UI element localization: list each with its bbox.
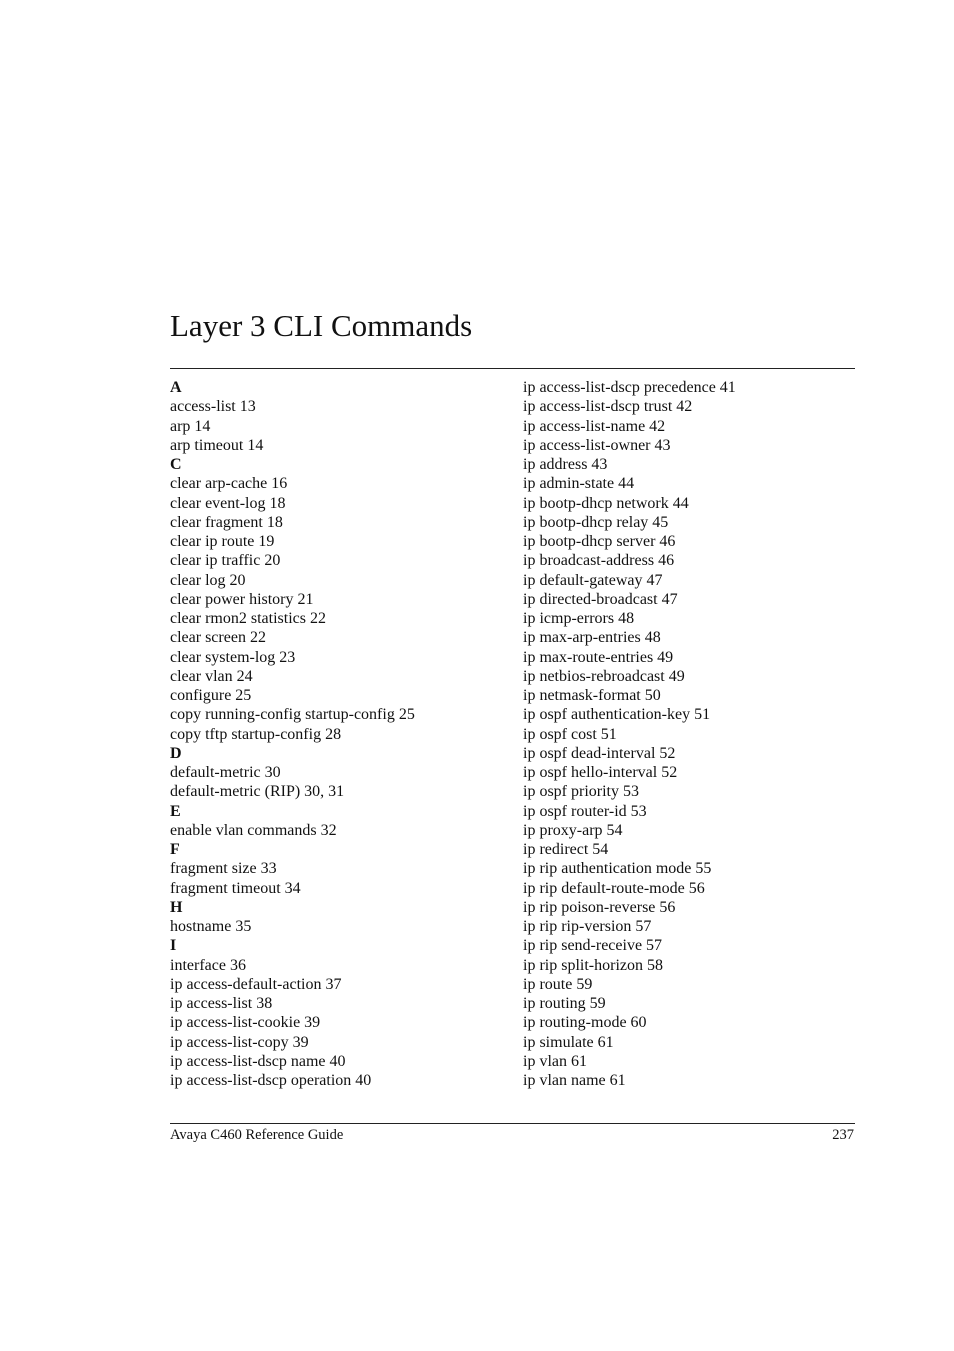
index-entry: ip access-list-dscp trust 42: [523, 398, 693, 416]
index-entry: ip rip poison-reverse 56: [523, 898, 676, 916]
index-entry: clear ip traffic 20: [170, 552, 281, 570]
footer-page-number: 237: [832, 1127, 854, 1143]
index-entry: ip max-arp-entries 48: [523, 629, 661, 647]
index-entry: copy tftp startup-config 28: [170, 725, 342, 743]
index-entry: clear system-log 23: [170, 648, 296, 666]
index-letter-heading: H: [170, 898, 183, 916]
footer-rule: [170, 1123, 855, 1124]
index-entry: ip admin-state 44: [523, 475, 635, 493]
index-entry: ip access-list 38: [170, 995, 273, 1012]
index-entry: ip route 59: [523, 975, 593, 993]
index-entry: ip ospf hello-interval 52: [523, 764, 678, 781]
index-entry: ip rip default-route-mode 56: [523, 879, 705, 897]
index-entry: interface 36: [170, 956, 246, 974]
index-entry: ip rip send-receive 57: [523, 937, 663, 955]
index-entry: clear rmon2 statistics 22: [170, 610, 326, 627]
index-entry: ip netbios-rebroadcast 49: [523, 667, 685, 685]
index-entry: ip broadcast-address 46: [523, 552, 675, 570]
index-entry: ip bootp-dhcp server 46: [523, 533, 676, 550]
index-entry: ip proxy-arp 54: [523, 821, 623, 839]
index-entry: ip directed-broadcast 47: [523, 590, 678, 608]
index-entry: ip routing 59: [523, 995, 606, 1012]
index-entry: ip rip authentication mode 55: [523, 860, 712, 878]
header-rule: [170, 368, 855, 369]
index-entry: ip default-gateway 47: [523, 571, 663, 589]
index-letter-heading: D: [170, 744, 182, 762]
index-entry: ip bootp-dhcp relay 45: [523, 513, 669, 531]
index-letter-heading: I: [170, 937, 177, 955]
index-entry: clear vlan 24: [170, 667, 253, 685]
index-entry: clear arp-cache 16: [170, 475, 288, 493]
index-entry: ip redirect 54: [523, 841, 609, 858]
index-entry: ip access-list-copy 39: [170, 1033, 309, 1051]
index-entry: ip ospf priority 53: [523, 783, 639, 801]
index-entry: ip ospf cost 51: [523, 725, 617, 743]
index-entry: ip max-route-entries 49: [523, 648, 674, 666]
index-entry: default-metric (RIP) 30, 31: [170, 783, 345, 801]
index-entry: copy running-config startup-config 25: [170, 706, 415, 724]
index-entry: ip bootp-dhcp network 44: [523, 494, 689, 512]
index-entry: ip routing-mode 60: [523, 1014, 647, 1032]
index-entry: arp 14: [170, 417, 211, 435]
index-letter-heading: E: [170, 802, 181, 820]
index-entry: clear log 20: [170, 571, 246, 589]
index-entry: ip access-list-name 42: [523, 417, 666, 435]
index-entry: ip ospf router-id 53: [523, 802, 647, 820]
index-letter-heading: F: [170, 841, 180, 858]
index-entry: ip address 43: [523, 456, 608, 473]
index-entry: fragment timeout 34: [170, 879, 301, 897]
index-entry: clear power history 21: [170, 590, 314, 608]
index-entry: ip access-list-cookie 39: [170, 1014, 321, 1032]
index-entry: clear fragment 18: [170, 513, 283, 531]
page-title: Layer 3 CLI Commands: [170, 308, 473, 343]
index-entry: arp timeout 14: [170, 436, 264, 454]
index-entry: ip rip rip-version 57: [523, 918, 652, 935]
index-entry: ip access-list-dscp name 40: [170, 1052, 346, 1070]
index-entry: enable vlan commands 32: [170, 821, 337, 839]
index-entry: default-metric 30: [170, 764, 281, 781]
index-entry: ip vlan 61: [523, 1052, 587, 1070]
index-letter-heading: C: [170, 456, 182, 473]
index-entry: ip ospf dead-interval 52: [523, 744, 676, 762]
index-entry: clear ip route 19: [170, 533, 275, 550]
index-entry: ip ospf authentication-key 51: [523, 706, 711, 724]
index-entry: fragment size 33: [170, 860, 277, 878]
index-entry: ip rip split-horizon 58: [523, 956, 663, 974]
index-entry: configure 25: [170, 687, 252, 704]
index-entry: ip icmp-errors 48: [523, 610, 635, 627]
index-entry: ip access-list-dscp precedence 41: [523, 379, 736, 396]
index-entry: ip access-list-dscp operation 40: [170, 1072, 372, 1089]
index-entry: ip access-default-action 37: [170, 975, 342, 993]
footer-guide-name: Avaya C460 Reference Guide: [170, 1127, 344, 1143]
index-entry: ip simulate 61: [523, 1033, 614, 1051]
index-entry: ip access-list-owner 43: [523, 436, 671, 454]
index-entry: hostname 35: [170, 918, 252, 935]
index-entry: ip netmask-format 50: [523, 687, 661, 704]
index-entry: access-list 13: [170, 398, 256, 416]
index-column-left: [170, 378, 510, 1090]
index-entry: clear screen 22: [170, 629, 266, 647]
index-letter-heading: A: [170, 379, 182, 396]
index-column-right: [523, 378, 855, 1090]
index-entry: clear event-log 18: [170, 494, 286, 512]
index-entry: ip vlan name 61: [523, 1072, 626, 1089]
